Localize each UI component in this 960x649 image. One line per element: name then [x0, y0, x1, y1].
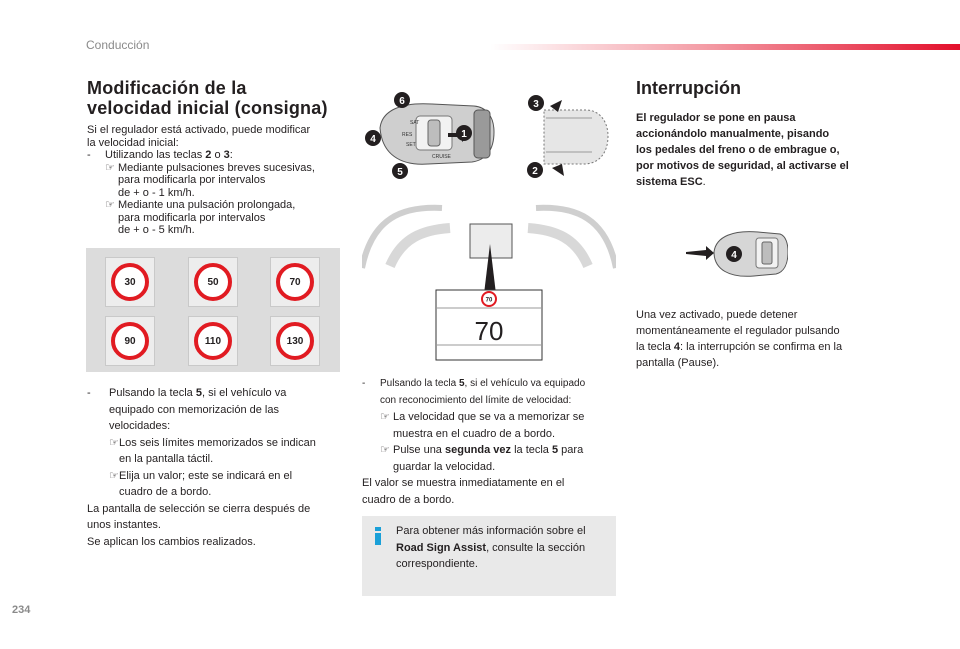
svg-text:5: 5 — [397, 167, 403, 178]
callout-badge-6 — [394, 92, 410, 108]
bullet-continuation: para modificarla por intervalos — [118, 211, 266, 224]
pause-button-illustration — [684, 224, 788, 282]
callout-badge-4 — [365, 130, 381, 146]
memo-continuation: equipado con memorización de las — [109, 403, 279, 416]
stalk-right-view — [527, 95, 608, 178]
bullet-continuation: en la pantalla táctil. — [119, 453, 214, 465]
svg-text:3: 3 — [533, 99, 539, 110]
memorization-instructions — [87, 385, 349, 550]
section-heading-interruption: Interrupción — [636, 78, 742, 98]
heading-line-1: Modificación de la — [87, 78, 247, 98]
immediate-line: El valor se muestra inmediatamente en el — [362, 477, 565, 489]
road-sign-assist-instructions — [362, 376, 620, 508]
svg-text:4: 4 — [370, 134, 376, 145]
immediate-line: cuadro de a bordo. — [362, 493, 455, 506]
speed-sign-tile — [105, 316, 155, 366]
cruise-control-stalk-illustration — [362, 88, 618, 182]
interruption-description: Una vez activado, puede detener momentáneamente el regulador pulsando la tecla 4: la interrupción se confirma en la pantalla (Pause). — [636, 309, 843, 369]
instrument-cluster-illustration — [362, 198, 616, 362]
bullet-continuation: cuadro de a bordo. — [119, 486, 212, 498]
bullet-continuation: para modificarla por intervalos — [118, 174, 266, 186]
memo-line: - Pulsando la tecla 5, si el vehículo va — [87, 387, 287, 399]
callout-badge-3 — [528, 95, 544, 111]
bullet-line: ☞ Mediante una pulsación prolongada, — [105, 199, 296, 211]
bullet-continuation: de + o - 5 km/h. — [118, 224, 195, 236]
speed-sign-tile — [188, 257, 238, 307]
info-text: Para obtener más información sobre el Road Sign Assist, consulte la sección correspondiente. — [396, 525, 586, 570]
arrow-icon — [686, 246, 714, 260]
stalk-label-res: RES — [402, 132, 413, 138]
svg-text:2: 2 — [532, 166, 538, 177]
cluster-speed-value: 70 — [474, 316, 504, 346]
memo-continuation: velocidades: — [109, 420, 171, 432]
bullet-line: ☞Elija un valor; este se indicará en el — [87, 468, 349, 485]
cluster-sign-value: 70 — [485, 297, 493, 304]
dash-glyph: - — [87, 149, 91, 161]
close-line: La pantalla de selección se cierra después de — [87, 502, 311, 515]
bullet-continuation: guardar la velocidad. — [393, 460, 496, 473]
bullet-continuation: de + o - 1 km/h. — [118, 186, 195, 199]
stalk-label-sat: SAT — [410, 120, 420, 126]
callout-badge-5 — [392, 163, 408, 179]
keys-line: - Utilizando las teclas 2 o 3: — [87, 149, 233, 161]
intro-line: Si el regulador está activado, puede modificar — [87, 124, 311, 136]
heading-line-2: velocidad inicial (consigna) — [87, 98, 328, 118]
header-accent-bar — [490, 44, 960, 50]
bullet-line: ☞ Pulse una segunda vez la tecla 5 para — [362, 442, 620, 459]
rsa-line: - Pulsando la tecla 5, si el vehículo va equipado — [362, 378, 586, 389]
stalk-left-view — [365, 92, 494, 179]
svg-text:4: 4 — [731, 250, 737, 261]
speed-limit-sign: 30 — [111, 263, 149, 301]
bullet-icon: ☞ — [105, 161, 115, 174]
stalk-label-set: SET — [406, 142, 416, 148]
bullet-line: ☞ Mediante pulsaciones breves sucesivas, — [105, 161, 315, 174]
page-number: 234 — [12, 604, 31, 616]
speed-limit-sign: 70 — [276, 263, 314, 301]
bullet-line: ☞ La velocidad que se va a memorizar se — [362, 409, 620, 426]
section-title: Conducción — [86, 38, 150, 52]
speed-sign-tile — [270, 257, 320, 307]
modification-instructions — [87, 124, 343, 237]
speed-limit-sign: 50 — [194, 263, 232, 301]
speed-limit-selection-panel — [86, 248, 340, 372]
section-heading-modification — [87, 78, 347, 118]
speed-sign-tile — [105, 257, 155, 307]
intro-line: la velocidad inicial: — [87, 136, 179, 149]
arrow-icon — [552, 164, 564, 176]
stalk-label-cruise: CRUISE — [432, 154, 451, 160]
bullet-line: ☞Los seis límites memorizados se indican — [87, 435, 349, 452]
info-link-road-sign-assist: Road Sign Assist — [396, 541, 487, 554]
interruption-intro: El regulador se pone en pausa accionándolo manualmente, pisando los pedales del freno o de embrague o, por motivos de seguridad, al activarse el sistema ESC. — [636, 112, 849, 188]
bullet-icon: ☞ — [380, 411, 390, 423]
svg-text:1: 1 — [461, 129, 467, 140]
bullet-icon: ☞ — [109, 469, 119, 482]
close-line: unos instantes. — [87, 519, 161, 531]
rsa-continuation: con reconocimiento del límite de velocidad: — [380, 394, 572, 406]
applied-line: Se aplican los cambios realizados. — [87, 535, 256, 548]
bullet-icon: ☞ — [105, 199, 115, 211]
bullet-icon: ☞ — [380, 444, 390, 456]
callout-badge-1 — [456, 125, 472, 141]
speed-limit-sign: 90 — [111, 322, 149, 360]
speed-limit-sign: 110 — [194, 322, 232, 360]
speed-sign-tile — [270, 316, 320, 366]
speed-limit-sign: 130 — [276, 322, 314, 360]
callout-badge-4 — [726, 246, 742, 262]
svg-text:6: 6 — [399, 96, 405, 107]
callout-badge-2 — [527, 162, 543, 178]
bullet-continuation: muestra en el cuadro de a bordo. — [393, 427, 556, 440]
bullet-icon: ☞ — [109, 436, 119, 449]
info-icon — [373, 527, 383, 545]
speed-sign-tile — [188, 316, 238, 366]
